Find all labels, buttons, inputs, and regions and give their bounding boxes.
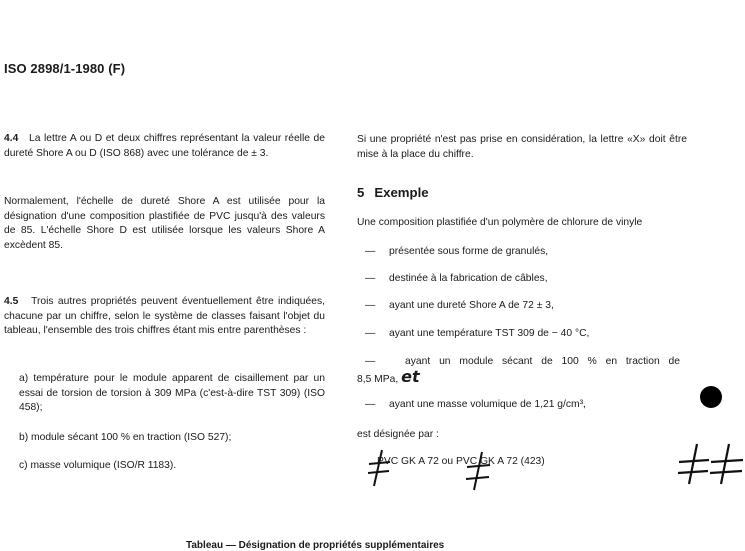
dash-item: — ayant une température TST 309 de − 40 °C, [365, 328, 590, 339]
dash-symbol: — [365, 356, 376, 367]
section-4-5 [4, 295, 325, 339]
section-4-4-number: 4.4 [4, 133, 19, 144]
handwritten-mark-icon [368, 448, 392, 488]
list-item-b: b) module sécant 100 % en traction (ISO 527); [19, 432, 232, 443]
designation-code: PVC GK A 72 ou PVC GK A 72 (423) [377, 456, 545, 467]
shore-scale-paragraph: Normalement, l'échelle de dureté Shore A est utilisée pour la désignation d'une composition plastifiée de PVC jusqu'à des valeurs de 85. L'échelle Shore D est utilisée lorsque les valeurs Shore A excèdent 85. [4, 196, 325, 251]
example-intro: Une composition plastifiée d'un polymère de chlorure de vinyle [357, 217, 643, 228]
dash-item: — ayant une dureté Shore A de 72 ± 3, [365, 300, 554, 311]
section-4-4 [4, 132, 325, 161]
list-item-a: a) température pour le module apparent de cisaillement par un essai de torsion de torsion à 309 MPa (c'est-à-dire TST 309) (ISO 458); [19, 373, 325, 414]
table-caption: Tableau — Désignation de propriétés supplémentaires [186, 540, 445, 551]
designated-by-label: est désignée par : [357, 429, 439, 440]
section-5-heading [357, 185, 429, 200]
section-4-4-text: La lettre A ou D et deux chiffres représentant la valeur réelle de dureté Shore A ou D (ISO 868) avec une tolérance de ± 3. [4, 133, 325, 159]
list-item-c: c) masse volumique (ISO/R 1183). [19, 460, 177, 471]
section-5-number: 5 [357, 185, 365, 200]
dash-item: — présentée sous forme de granulés, [365, 246, 549, 257]
handwritten-double-mark-icon [675, 440, 745, 486]
modulus-line-1: ayant un module sécant de 100 % en traction de [405, 356, 680, 367]
handwritten-mark-icon [466, 450, 492, 492]
missing-property-paragraph: Si une propriété n'est pas prise en considération, la lettre «X» doit être mise à la place du chiffre. [357, 134, 687, 160]
handwritten-et: et [401, 366, 420, 386]
section-5-title: Exemple [374, 185, 429, 200]
modulus-line-2: 8,5 MPa, [357, 373, 399, 385]
modulus-item [357, 355, 680, 387]
document-id-header: ISO 2898/1-1980 (F) [4, 61, 126, 76]
dash-item: — destinée à la fabrication de câbles, [365, 273, 548, 284]
section-4-5-text: Trois autres propriétés peuvent éventuellement être indiquées, chacune par un chiffre, selon le système de classes faisant l'objet du tableau, l'ensemble des trois chiffres étant mis entre parenthèses : [4, 296, 325, 337]
section-4-5-number: 4.5 [4, 296, 19, 307]
black-dot-mark [700, 386, 722, 408]
dash-item: — ayant une masse volumique de 1,21 g/cm³, [365, 399, 586, 410]
